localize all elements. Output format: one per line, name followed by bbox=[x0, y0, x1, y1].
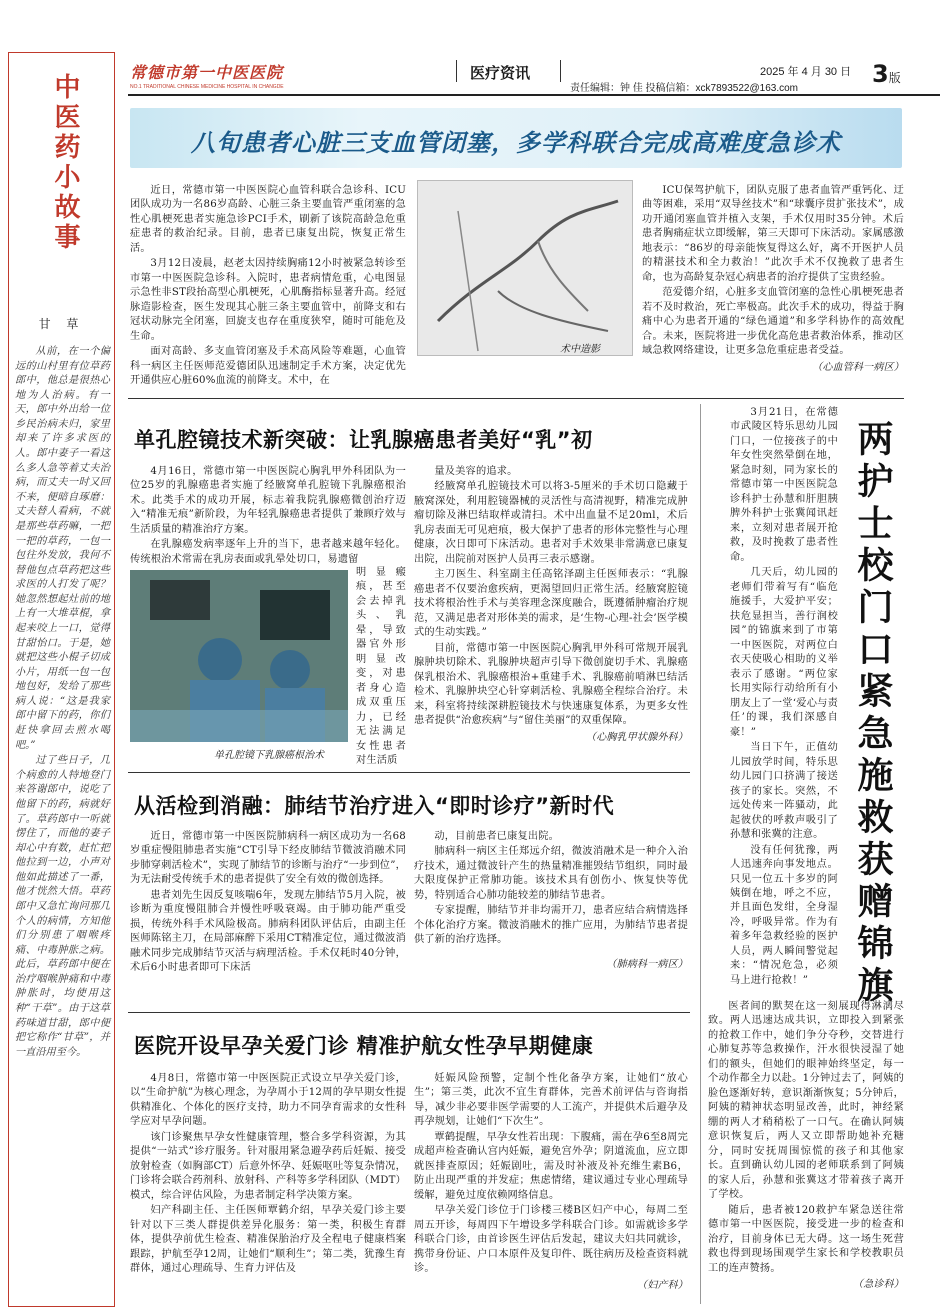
paragraph: 近日，常德市第一中医医院心血管科联合急诊科、ICU团队成功为一名86岁高龄、心脏三条主要血管严重闭塞的急性心肌梗死患者实施急诊PCI手术，刷新了该院高龄急危重症患者的救治纪录。目前，患者已康复出院，恢复正常生活。 bbox=[130, 185, 406, 254]
paragraph: 明显瘢痕，甚至会去掉乳头、乳晕，导致器官外形明显改变，对患者身心造成双重压力，已经无法满足女性患者对生活质 bbox=[356, 567, 406, 767]
angiography-image bbox=[417, 180, 633, 356]
article1-banner bbox=[130, 108, 902, 168]
sidebar-author: 甘 草 bbox=[38, 317, 85, 331]
hospital-logo bbox=[130, 60, 360, 90]
paragraph: 范爱德介绍，心脏多支血管闭塞的急性心肌梗死患者若不及时救治，死亡率极高。此次手术的成功，得益于胸痛中心为患者开通的“绿色通道”和多学科协作的高效配合。未来，医院将进一步优化高危患者救治体系，推动区域急救网络建设，让更多急危重症患者受益。 bbox=[642, 287, 904, 357]
article4-signature: （妇产科） bbox=[637, 1279, 688, 1291]
article2-title: 单孔腔镜技术新突破：让乳腺癌患者美好“乳”初 bbox=[134, 428, 593, 452]
article4-col1 bbox=[130, 1072, 406, 1277]
article1-image-caption: 术中造影 bbox=[560, 344, 600, 355]
page-number bbox=[872, 60, 901, 88]
page-suffix: 版 bbox=[888, 71, 901, 85]
sidebar-body bbox=[15, 345, 110, 1060]
article2-col1a bbox=[130, 465, 406, 567]
angiography-drawing bbox=[418, 181, 632, 355]
page-number-digit: 3 bbox=[872, 60, 889, 88]
paragraph: 该门诊聚焦早孕女性健康管理，整合多学科资源，为其提供“一站式”诊疗服务。针对服用紧急避孕药后妊娠、接受放射检查（如胸部CT）后意外怀孕、妊娠呕吐等复杂情况，门诊将会联合药剂科、放射科、产科等多学科团队（MDT）模式，综合评估风险，为患者制定科学决策方案。 bbox=[130, 1131, 406, 1201]
paragraph: 面对高龄、多支血管闭塞及手术高风险等难题，心血管科一病区主任医师范爱德团队迅速制定手术方案，决定优先开通供应心脏60%血流的前降支。术中，在 bbox=[130, 346, 406, 387]
article1-signature: （心血管科一病区） bbox=[812, 361, 904, 373]
article3-col2 bbox=[414, 830, 688, 972]
surgery-photo bbox=[130, 570, 348, 742]
sidebar-paragraph: 从前，在一个偏远的山村里有位草药郎中，他总是很热心地为人治病。有一天，郎中外出给一位乡民治病未归，家里却来了许多求医的人。郎中妻子一看这么多人急等着丈夫治病，而丈夫一时又回不来，便暗自琢磨：丈夫替人看病，不就是那些草药嘛，一把一把的草药，一包一包往外发放，我何不替他包点草药把这些求医的人打发了呢？她忽然想起灶前的地上有一大堆草棍，拿起来咬上一口，觉得甘甜怡口。于是，她就把这些小棍子切成小片，用纸一包一包地包好，发给了那些病人说：“这是我家郎中留下的药，你们赶快拿回去煎水喝吧。” bbox=[15, 346, 110, 751]
logo-en: NO.1 TRADITIONAL CHINESE MEDICINE HOSPITAL IN CHANGDE bbox=[130, 84, 284, 90]
header-divider bbox=[456, 60, 457, 82]
article1-title: 八旬患者心脏三支血管闭塞，多学科联合完成高难度急诊术 bbox=[191, 129, 841, 157]
article1-col1 bbox=[130, 184, 406, 389]
article3-col1 bbox=[130, 830, 406, 976]
article2-col1b bbox=[356, 566, 406, 769]
article3-title: 从活检到消融：肺结节治疗进入“即时诊疗”新时代 bbox=[134, 794, 615, 818]
paragraph: 量及美容的追求。 bbox=[434, 466, 518, 477]
article2-signature: （心胸乳甲状腺外科） bbox=[586, 731, 688, 743]
article4-title: 医院开设早孕关爱门诊 精准护航女性孕早期健康 bbox=[134, 1034, 594, 1058]
paragraph: 随后，患者被120救护车紧急送往常德市第一中医医院，接受进一步的检查和治疗，目前身体已无大碍。这一场生死营救也得到现场围观学生家长和学校教职员工的连声赞扬。 bbox=[708, 1204, 904, 1274]
paragraph: 覃鹤提醒，早孕女性若出现：下腹痛，需在孕6至8周完成超声检查确认宫内妊娠，避免宫外孕；阴道流血，应立即就医排查原因；妊娠剧吐，需及时补液及补充维生素B6，防止出现严重的并发症；焦虑情绪，建议通过专业心理疏导缓解，避免过度依赖网络信息。 bbox=[414, 1131, 688, 1201]
paragraph: 几天后，幼儿园的老师们带着写有“临危施援手，大爱护平安；扶危显担当，善行润校园”的锦旗来到了市第一中医医院，对两位白衣天使吸心相助的义举表示了感谢。“两位家长用实际行动给所有小朋友上了一堂‘爱心与责任’的课，我们深感自豪！” bbox=[730, 567, 838, 738]
paragraph: 当日下午，正值幼儿园放学时间，特乐思幼儿园门口挤满了接送孩子的家长。突然，不远处传来一阵骚动，此起彼伏的呼救声吸引了孙慧和张冀的注意。 bbox=[730, 742, 838, 841]
paragraph: 4月8日，常德市第一中医医院正式设立早孕关爱门诊，以“生命护航”为核心理念，为孕周小于12周的孕早期女性提供精准化、个体化的医疗支持，助力不同孕育需求的女性科学应对早孕问题。 bbox=[130, 1073, 406, 1128]
paragraph: 医者间的默契在这一刻展现得淋漓尽致。两人迅速达成共识，立即投入到紧张的抢救工作中，她们争分夺秒，交替进行心肺复苏等急救操作，汗水很快浸湿了她们的额头，但她们的眼神始终坚定，每一个动作都全力以赴。1分钟过去了，阿姨的脸色逐渐好转，意识渐渐恢复；5分钟后，阿姨的精神状态明显改善，此时，神经紧绷的两人才稍稍松了一口气。在确认阿姨意识恢复后，两人又立即帮助她补充糖分，同时安抚周围惊慌的孩子和其他家长。直到确认幼儿园的老师联系到了阿姨的家人后，孙慧和张冀这才带着孩子离开了学校。 bbox=[708, 1001, 904, 1201]
paragraph: 肺病科一病区主任郑远介绍，微波消融术是一种介入治疗技术，通过微波针产生的热量精准摧毁结节组织，同时最大限度保护正常肺功能。该技术具有创伤小、恢复快等优势，特别适合心肺功能较差的肺结节患者。 bbox=[414, 846, 688, 901]
paragraph: 4月16日，常德市第一中医医院心胸乳甲外科团队为一位25岁的乳腺癌患者实施了经腋窝单孔腔镜下乳腺癌根治术。此类手术的成功开展，标志着我院乳腺癌微创治疗迈入“精准无痕”新阶段，为年轻乳腺癌患者提供了兼顾疗效与生活质量的精准治疗方案。 bbox=[130, 466, 406, 535]
article4-col2 bbox=[414, 1072, 688, 1293]
paragraph: 3月12日凌晨，赵老太因持续胸痛12小时被紧急转诊至市第一中医医院急诊科。入院时，患者病情危重，心电图显示急性非ST段抬高型心肌梗死，心肌酶指标显著升高。经冠脉造影检查，医生发现其心脏三条主要血管中，前降支和右冠状动脉完全闭塞，回旋支也存在重度狭窄，随时可能危及生命。 bbox=[130, 258, 406, 342]
paragraph: 经腋窝单孔腔镜技术可以将3-5厘米的手术切口隐藏于腋窝深处，利用腔镜器械的灵活性与高清视野，精准完成肿瘤切除及淋巴结取样或清扫。术中出血量不足20ml，术后乳房表面无可见疤痕，极大保护了患者的形体完整性与心理健康，次日即可下床活动。患者对手术效果非常满意已康复出院，出院前对医护人员再三表示感谢。 bbox=[414, 481, 688, 565]
paragraph: 没有任何犹豫，两人迅速奔向事发地点。只见一位五十多岁的阿姨倒在地，呼之不应，并且面色发绀，全身湿冷，呼吸异常。作为有着多年急救经验的医护人员，两人瞬间警觉起来：“情况危急，必须马上进行抢救！” bbox=[730, 844, 838, 986]
article5-column-rule bbox=[700, 404, 701, 1304]
issue-date: 2025 年 4 月 30 日 bbox=[760, 66, 852, 78]
sidebar-story bbox=[8, 52, 115, 1307]
paragraph: 早孕关爱门诊位于门诊楼三楼B区妇产中心，每周二至周五开诊，每周四下午增设多学科联合门诊。如需就诊多学科联合门诊，由首诊医生评估后发起，建议夫妇共同就诊，携带身份证、户口本原件及复印件、既往病历及检查资料就诊。 bbox=[414, 1205, 688, 1275]
article3-signature: （肺病科一病区） bbox=[606, 958, 688, 970]
paragraph: 主刀医生、科室副主任高铭泽副主任医师表示：“乳腺癌患者不仅要治愈疾病，更渴望回归正常生活。经腋窝腔镜技术将根治性手术与美容理念深度融合，既遵循肿瘤治疗规范，又满足患者对形体美的需求，是‘生物-心理-社会’医学模式的生动实践。” bbox=[414, 569, 688, 639]
article5-col-top bbox=[730, 406, 838, 988]
article2-col2 bbox=[414, 465, 688, 745]
paragraph: 3月21日，在常德市武陵区特乐思幼儿园门口，一位接孩子的中年女性突然晕倒在地，紧急时刻，同为家长的常德市第一中医医院急诊科护士孙慧和肝胆胰脾外科护士张冀闻讯赶来，立刻对患者展开抢救，及时挽救了患者性命。 bbox=[730, 407, 838, 563]
header-rule bbox=[128, 94, 940, 96]
article1-col3 bbox=[642, 184, 904, 375]
editor-info: 责任编辑：钟 佳 投稿信箱：xck7893522@163.com bbox=[570, 83, 798, 94]
paragraph: 近日，常德市第一中医医院肺病科一病区成功为一名68岁重症慢阻肺患者实施“CT引导下经皮肺结节微波消融术同步肺穿刺活检术”，实现了肺结节的诊断与治疗“一步到位”，为无法耐受传统手术的患者提供了安全有效的微创选择。 bbox=[130, 831, 406, 886]
sidebar-paragraph: 过了些日子，几个病愈的人特地登门来答谢郎中，说吃了他留下的药，病就好了。草药郎中一听就愣住了，而他的妻子却心中有数，赶忙把他拉到一边，小声对他如此描述了一番，他才恍然大悟。草药郎中又急忙询问那几个人的病情，方知他们分别患了咽喉疼痛、中毒肿胀之病。此后，草药郎中便在治疗咽喉肿痛和中毒肿胀时，均使用这种“干草”。由于这草药味道甘甜，郎中便把它称作“甘草”，并一直沿用至今。 bbox=[15, 755, 110, 1058]
section-rule bbox=[128, 1012, 690, 1013]
section-rule bbox=[128, 772, 690, 773]
paragraph: 动，目前患者已康复出院。 bbox=[434, 831, 560, 842]
paragraph: ICU保驾护航下，团队克服了患者血管严重钙化、迂曲等困难，采用“双导丝技术”和“球囊序贯扩张技术”，成功开通闭塞血管并植入支架，手术仅用时35分钟。术后患者胸痛症状立即缓解，第三天即可下床活动。家属感激地表示：“86岁的母亲能恢复得这么好，离不开医护人员的精湛技术和全力救治！”此次手术不仅挽救了患者生命，也为高龄复杂冠心病患者的治疗提供了宝贵经验。 bbox=[642, 185, 904, 283]
paragraph: 在乳腺癌发病率逐年上升的当下，患者越来越年轻化。传统根治术常需在乳房表面或乳晕处切口，易遗留 bbox=[130, 539, 406, 565]
section-name: 医疗资讯 bbox=[470, 64, 531, 82]
section-rule bbox=[128, 398, 904, 399]
paragraph: 患者刘先生因反复咳喘6年，发现左肺结节5月入院，被诊断为重度慢阻肺合并慢性呼吸衰竭。由于肺功能严重受损，传统外科手术风险极高。肺病科团队评估后，由副主任医师陈铭主刀，在局部麻醉下采用CT精准定位，通过微波消融术同步完成肺结节灭活与病理活检。手术仅耗时40分钟，术后6小时患者即可下床活 bbox=[130, 889, 406, 974]
sidebar-title: 中医药小故事 bbox=[50, 73, 80, 253]
paragraph: 专家提醒，肺结节并非均需开刀，患者应结合病情选择个体化治疗方案。微波消融术的推广应用，为肺结节患者提供了新的治疗选择。 bbox=[414, 905, 688, 946]
paragraph: 目前，常德市第一中医医院心胸乳甲外科可常规开展乳腺肿块切除术、乳腺肿块超声引导下微创旋切手术、乳腺癌保乳根治术、乳腺癌根治+重建手术、乳腺癌前哨淋巴结活检术、乳腺肿块空心针穿刺活检、乳腺癌全程综合治疗。未来，科室将持续深耕腔镜技术与快速康复体系，为更多女性患者提供“治愈疾病”与“留住美丽”的双重保障。 bbox=[414, 642, 688, 727]
article5-signature: （急诊科） bbox=[853, 1279, 904, 1291]
logo-cn: 常德市第一中医医院 bbox=[130, 63, 284, 82]
surgery-drawing bbox=[130, 570, 348, 742]
paragraph: 妊娠风险预警，定制个性化备孕方案，让她们“放心生”；第三类，此次不宜生育群体，完善术前评估与咨询指导，减少非必要非医学需要的人工流产，并提供术后避孕及再孕规划，让她们“下次生”。 bbox=[414, 1073, 688, 1128]
article2-image-caption: 单孔腔镜下乳腺癌根治术 bbox=[214, 750, 324, 761]
article5-title: 两护士校门口紧急施救获赠锦旗 bbox=[852, 420, 894, 1008]
header-divider bbox=[560, 60, 561, 82]
paragraph: 妇产科副主任、主任医师覃鹤介绍，早孕关爱门诊主要针对以下三类人群提供差异化服务：第一类，积极生育群体，提供孕前优生检查、精准保胎治疗及全程电子健康档案跟踪，护航至孕12周，让她们“顺利生”；第二类，犹豫生育群体，通过心理疏导、生育力评估及 bbox=[130, 1205, 406, 1275]
article5-col-bottom bbox=[708, 1000, 904, 1292]
